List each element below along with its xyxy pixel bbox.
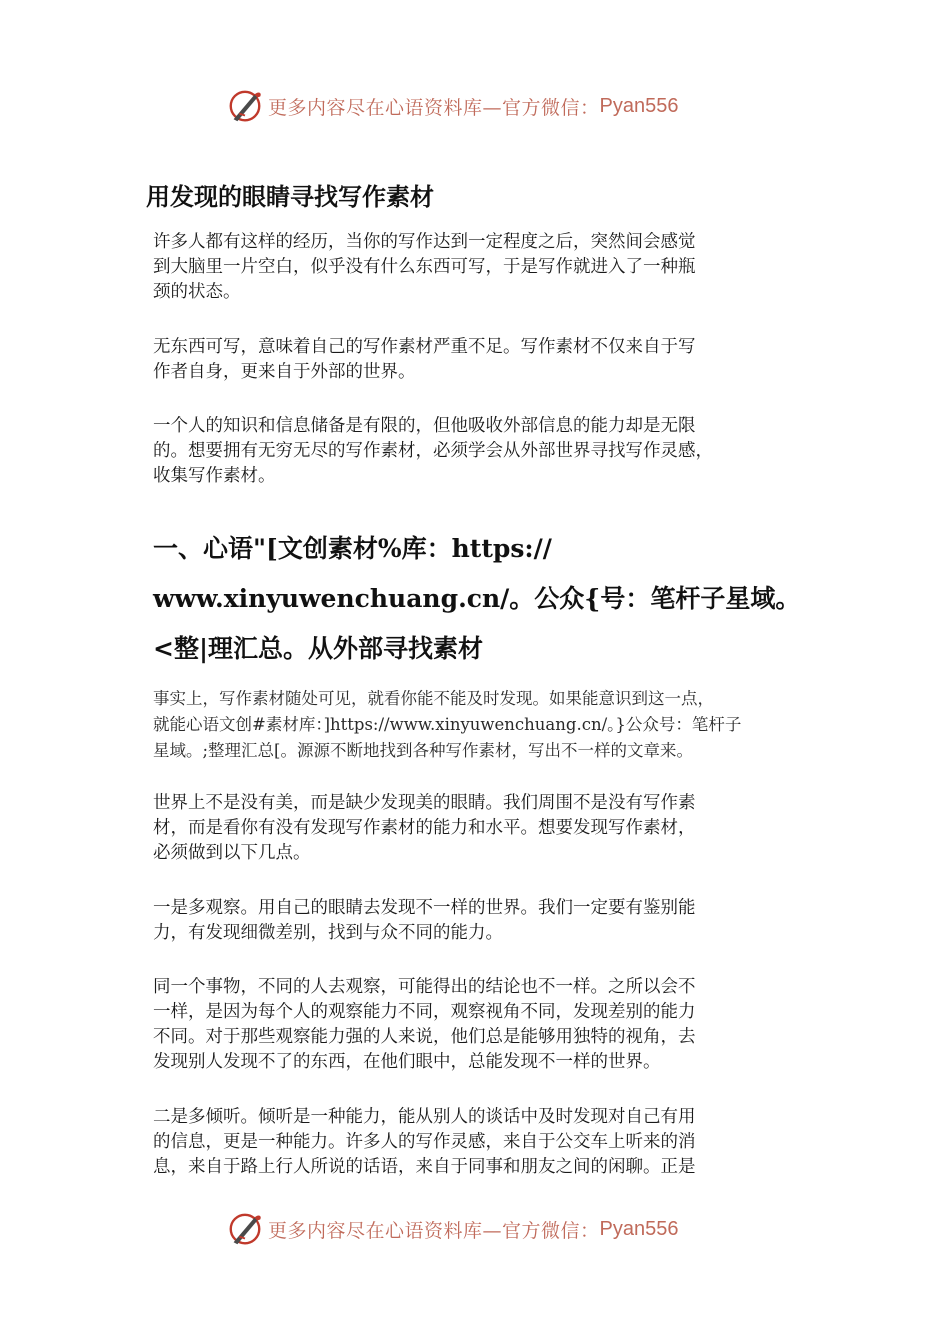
text-line: 二是多倾听。倾听是一种能力，能从别人的谈话中及时发现对自己有用 — [153, 1107, 696, 1127]
banner-text: 更多内容尽在心语资料库—官方微信： — [268, 96, 600, 119]
text-line: 一样，是因为每个人的观察能力不同，观察视角不同，发现差别的能力 — [153, 1002, 696, 1022]
paragraph — [153, 414, 803, 489]
quill-logo-icon — [226, 87, 264, 125]
heading-line: 一、心语"[文创素材%库：https:// — [153, 534, 552, 563]
text-line: 的信息，更是一种能力。许多人的写作灵感，来自于公交车上听来的消 — [153, 1132, 696, 1152]
paragraph — [153, 896, 803, 946]
text-line: 一是多观察。用自己的眼睛去发现不一样的世界。我们一定要有鉴别能 — [153, 898, 696, 918]
text-line: 同一个事物，不同的人去观察，可能得出的结论也不一样。之所以会不 — [153, 977, 696, 997]
text-line: 收集写作素材。 — [153, 466, 276, 486]
text-line: 许多人都有这样的经历，当你的写作达到一定程度之后，突然间会感觉 — [153, 232, 696, 252]
banner-wechat-id: Pyan556 — [599, 94, 679, 117]
paragraph — [153, 1105, 803, 1180]
paragraph — [153, 791, 803, 866]
section-heading — [153, 524, 813, 674]
text-line: 无东西可写，意味着自己的写作素材严重不足。写作素材不仅来自于写 — [153, 337, 696, 357]
text-line: 一个人的知识和信息储备是有限的，但他吸收外部信息的能力却是无限 — [153, 416, 696, 436]
text-line: 力，有发现细微差别，找到与众不同的能力。 — [153, 923, 503, 943]
paragraph — [153, 230, 803, 305]
text-line: 颈的状态。 — [153, 282, 241, 302]
text-line: 材，而是看你有没有发现写作素材的能力和水平。想要发现写作素材， — [153, 818, 696, 838]
text-line: 就能心语文创#素材库：]https://www.xinyuwenchuang.cn/。}公众号：笔杆子 — [153, 715, 742, 734]
text-line: 星域。;整理汇总[。源源不断地找到各种写作素材，写出不一样的文章来。 — [153, 741, 693, 760]
banner-wechat-id: Pyan556 — [599, 1217, 679, 1240]
heading-line: www.xinyuwenchuang.cn/。公众{号：笔杆子星域。 — [153, 584, 801, 613]
text-line: 世界上不是没有美，而是缺少发现美的眼睛。我们周围不是没有写作素 — [153, 793, 696, 813]
page-title: 用发现的眼睛寻找写作素材 — [146, 183, 434, 211]
quill-logo-icon — [226, 1210, 264, 1248]
text-line: 必须做到以下几点。 — [153, 843, 311, 863]
text-line: 发现别人发现不了的东西，在他们眼中，总能发现不一样的世界。 — [153, 1052, 661, 1072]
heading-line: <整|理汇总。从外部寻找素材 — [153, 634, 484, 663]
footer-banner — [226, 1209, 678, 1249]
paragraph — [153, 686, 803, 764]
header-banner — [226, 86, 678, 126]
text-line: 事实上，写作素材随处可见，就看你能不能及时发现。如果能意识到这一点， — [153, 689, 714, 708]
paragraph — [153, 975, 803, 1075]
paragraph — [153, 335, 803, 385]
text-line: 的。想要拥有无穷无尽的写作素材，必须学会从外部世界寻找写作灵感， — [153, 441, 713, 461]
text-line: 息，来自于路上行人所说的话语，来自于同事和朋友之间的闲聊。正是 — [153, 1157, 696, 1177]
text-line: 不同。对于那些观察能力强的人来说，他们总是能够用独特的视角，去 — [153, 1027, 696, 1047]
text-line: 到大脑里一片空白，似乎没有什么东西可写，于是写作就进入了一种瓶 — [153, 257, 696, 277]
banner-text: 更多内容尽在心语资料库—官方微信： — [268, 1219, 600, 1242]
text-line: 作者自身，更来自于外部的世界。 — [153, 362, 416, 382]
